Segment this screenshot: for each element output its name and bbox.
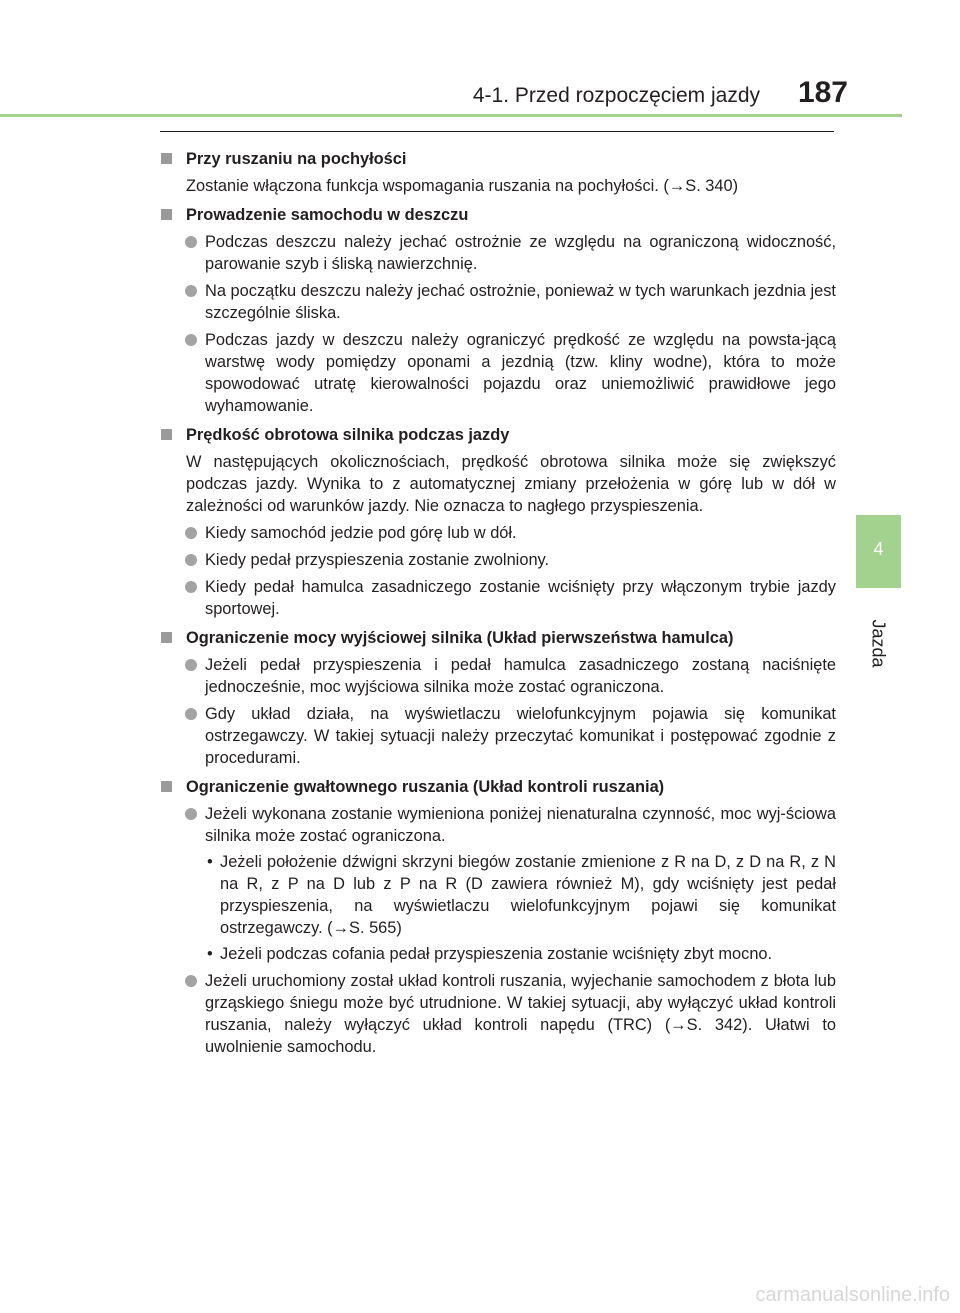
content-top-rule [160,131,834,132]
list-item [160,703,836,769]
chapter-label: Jazda [868,619,889,668]
list-item [160,231,836,275]
section-heading [160,204,836,226]
circle-bullet-icon [185,975,197,987]
chapter-number: 4 [873,539,884,559]
list-item [160,280,836,324]
list-item [160,549,836,571]
circle-bullet-icon [185,236,197,248]
list-item-text: Na początku deszczu należy jechać ostrożnie, ponieważ w tych warunkach jezdnia jest szczególnie śliska. [205,282,836,322]
small-dot-icon: • [207,853,213,871]
header-divider [0,114,902,117]
sub-list-item [160,943,836,965]
list-item-text: Jeżeli pedał przyspieszenia i pedał hamulca zasadniczego zostaną naciśnięte jednocześnie, moc wyjściowa silnika może zostać ograniczona. [205,656,836,696]
circle-bullet-icon [185,334,197,346]
square-bullet-icon [161,632,172,643]
list-item-text: Kiedy pedał hamulca zasadniczego zostanie wciśnięty przy włączonym trybie jazdy sportowej. [205,578,836,618]
square-bullet-icon [161,781,172,792]
circle-bullet-icon [185,554,197,566]
circle-bullet-icon [185,808,197,820]
section-heading [160,627,836,649]
list-item-text: Jeżeli wykonana zostanie wymieniona poniżej nienaturalna czynność, moc wyj-ściowa silnika może zostać ograniczona. [205,805,836,845]
section-paragraph: W następujących okolicznościach, prędkość obrotowa silnika może się zwiększyć podczas jazdy. Wynika to z automatycznej zmiany przełożenia w górę lub w dół w zależności od warunków jazdy. Nie oznacza to nagłego przyspieszenia. [186,453,836,515]
main-content [160,141,836,1058]
list-item [160,970,836,1058]
list-item [160,522,836,544]
list-item [160,803,836,847]
list-item-text: Jeżeli uruchomiony został układ kontroli ruszania, wyjechanie samochodem z błota lub grząskiego śniegu może być utrudnione. W takiej sytuacji, aby wyłączyć układ kontroli ruszania, należy wyłączyć układ kontroli napędu (TRC) (→S. 342). Ułatwi to uwolnienie samochodu. [205,972,836,1056]
circle-bullet-icon [185,708,197,720]
section-heading-text: Ograniczenie mocy wyjściowej silnika (Układ pierwszeństwa hamulca) [186,629,734,647]
section-title: 4-1. Przed rozpoczęciem jazdy [472,84,760,107]
chapter-tab [856,515,901,588]
page-number: 187 [797,76,848,109]
sub-list-item [160,851,836,939]
small-dot-icon: • [207,945,213,963]
list-item-text: Kiedy pedał przyspieszenia zostanie zwolniony. [205,551,550,569]
section-heading-text: Prędkość obrotowa silnika podczas jazdy [186,426,510,444]
list-item [160,576,836,620]
section-heading [160,424,836,446]
section-heading-text: Przy ruszaniu na pochyłości [186,150,407,168]
list-item-text: Kiedy samochód jedzie pod górę lub w dół. [205,524,517,542]
square-bullet-icon [161,429,172,440]
section-heading-text: Ograniczenie gwałtownego ruszania (Układ kontroli ruszania) [186,778,665,796]
page-header [0,0,960,120]
list-item-text: Podczas jazdy w deszczu należy ograniczyć prędkość ze względu na powsta-jącą warstwę wody pomiędzy oponami a jezdnią (tzw. kliny wodne), która to może spowodować utratę kierowalności pojazdu oraz uniemożliwić prawidłowe jego wyhamowanie. [205,331,836,415]
section-paragraph: Zostanie włączona funkcja wspomagania ruszania na pochyłości. (→S. 340) [186,177,739,195]
list-item-text: Podczas deszczu należy jechać ostrożnie ze względu na ograniczoną widoczność, parowanie szyb i śliską nawierzchnię. [205,233,836,273]
section-heading-text: Prowadzenie samochodu w deszczu [186,206,469,224]
section-heading [160,776,836,798]
circle-bullet-icon [185,285,197,297]
list-item [160,329,836,417]
circle-bullet-icon [185,581,197,593]
circle-bullet-icon [185,527,197,539]
list-item [160,654,836,698]
square-bullet-icon [161,153,172,164]
sub-list-item-text: Jeżeli podczas cofania pedał przyspieszenia zostanie wciśnięty zbyt mocno. [220,945,773,963]
circle-bullet-icon [185,659,197,671]
section-heading [160,148,836,170]
sub-list-item-text: Jeżeli położenie dźwigni skrzyni biegów zostanie zmienione z R na D, z D na R, z N na R, z P na D lub z P na R (D zawiera również M), gdy wciśnięty jest pedał przyspieszenia, na wyświetlaczu wielofunkcyjnym pojawi się komunikat ostrzegawczy. (→S. 565) [220,853,836,937]
square-bullet-icon [161,209,172,220]
chapter-label-box [866,615,888,675]
list-item-text: Gdy układ działa, na wyświetlaczu wielofunkcyjnym pojawia się komunikat ostrzegawczy. W takiej sytuacji należy przeczytać komunikat i postępować zgodnie z procedurami. [205,705,836,767]
footer-watermark: carmanualsonline.info [755,1284,950,1306]
